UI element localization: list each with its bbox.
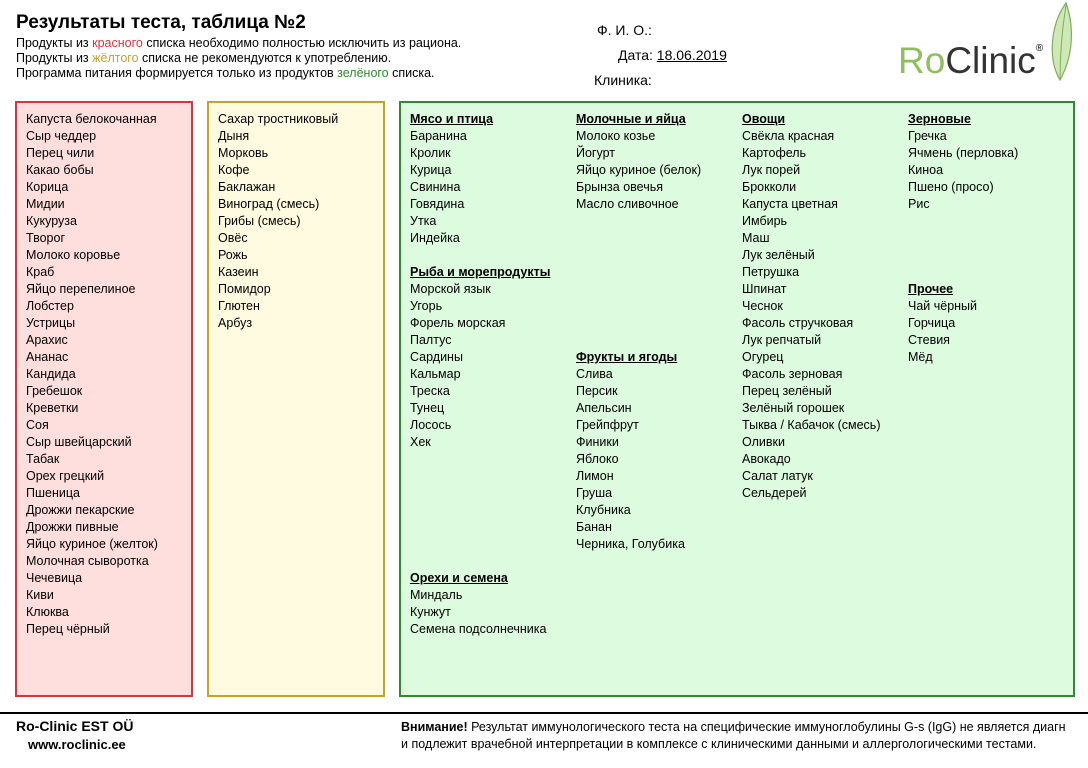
green-dairy-item: Яйцо куриное (белок) xyxy=(576,163,702,177)
green-fish-item: Кальмар xyxy=(410,367,461,381)
roclinic-logo xyxy=(898,42,1043,79)
red-list-item: Корица xyxy=(26,180,69,194)
green-vegetables-item: Тыква / Кабачок (смесь) xyxy=(742,418,881,432)
green-dairy-item: Брынза овечья xyxy=(576,180,663,194)
green-fruits-item: Черника, Голубика xyxy=(576,537,685,551)
green-vegetables-item: Лук зелёный xyxy=(742,248,815,262)
green-nuts-item: Миндаль xyxy=(410,588,463,602)
red-list-item: Сыр чеддер xyxy=(26,129,97,143)
date-label: Дата: xyxy=(618,47,653,63)
logo-registered: ® xyxy=(1035,43,1044,54)
green-vegetables-item: Авокадо xyxy=(742,452,791,466)
green-meat-item: Свинина xyxy=(410,180,461,194)
green-meat-item: Курица xyxy=(410,163,452,177)
red-list-item: Краб xyxy=(26,265,55,279)
warning-line-1 xyxy=(401,719,1066,736)
red-list-item: Дрожжи пивные xyxy=(26,520,119,534)
green-vegetables-item: Петрушка xyxy=(742,265,800,279)
red-list-item: Перец чёрный xyxy=(26,622,110,636)
green-vegetables-item: Имбирь xyxy=(742,214,788,228)
category-fruits-list xyxy=(576,366,701,553)
green-column-4 xyxy=(908,111,1018,366)
category-vegetables-title: Овощи xyxy=(742,112,786,126)
green-fish-item: Хек xyxy=(410,435,431,449)
red-list-item: Арахис xyxy=(26,333,68,347)
page-title: Результаты теста, таблица №2 xyxy=(16,12,306,33)
green-grains-item: Рис xyxy=(908,197,930,211)
green-column-1 xyxy=(410,111,550,638)
yellow-list-item: Морковь xyxy=(218,146,269,160)
yellow-list-item: Арбуз xyxy=(218,316,253,330)
clinic-label: Клиника: xyxy=(594,72,652,88)
date-field xyxy=(618,47,727,63)
green-fish-item: Угорь xyxy=(410,299,443,313)
green-vegetables-item: Шпинат xyxy=(742,282,787,296)
category-grains-list xyxy=(908,128,1018,213)
red-list-item: Лобстер xyxy=(26,299,74,313)
red-list-item: Пшеница xyxy=(26,486,80,500)
yellow-list-item: Виноград (смесь) xyxy=(218,197,320,211)
red-list-item: Кукуруза xyxy=(26,214,77,228)
green-column-3 xyxy=(742,111,880,502)
green-vegetables-item: Сельдерей xyxy=(742,486,807,500)
red-list-item: Креветки xyxy=(26,401,79,415)
note-yellow-prefix: Продукты из xyxy=(16,51,93,65)
green-vegetables-item: Лук репчатый xyxy=(742,333,822,347)
red-list-item: Орех грецкий xyxy=(26,469,105,483)
green-grains-item: Гречка xyxy=(908,129,947,143)
yellow-list-item: Кофе xyxy=(218,163,250,177)
red-list-item: Гребешок xyxy=(26,384,83,398)
green-fish-item: Треска xyxy=(410,384,450,398)
red-list-item: Творог xyxy=(26,231,66,245)
green-vegetables-item: Оливки xyxy=(742,435,785,449)
green-vegetables-item: Лук порей xyxy=(742,163,801,177)
green-vegetables-item: Фасоль стручковая xyxy=(742,316,854,330)
note-red-suffix: списка необходимо полностью исключить из рациона. xyxy=(142,36,462,50)
green-vegetables-item: Зелёный горошек xyxy=(742,401,845,415)
warning-line-2: и подлежит врачебной интерпретации в комплексе с клиническими данными и аллергологическими тестами. xyxy=(401,737,1037,751)
category-meat-title: Мясо и птица xyxy=(410,112,494,126)
website-link[interactable]: www.roclinic.ee xyxy=(28,737,126,752)
red-list-item: Табак xyxy=(26,452,60,466)
yellow-list-panel xyxy=(207,101,385,697)
green-dairy-item: Йогурт xyxy=(576,146,616,160)
fio-label: Ф. И. О.: xyxy=(597,22,652,38)
note-green-prefix: Программа питания формируется только из продуктов xyxy=(16,66,338,80)
green-fish-item: Лосось xyxy=(410,418,452,432)
red-list-item: Какао бобы xyxy=(26,163,94,177)
green-nuts-item: Семена подсолнечника xyxy=(410,622,547,636)
red-list-item: Перец чили xyxy=(26,146,95,160)
green-column-2 xyxy=(576,111,701,553)
green-fish-item: Сардины xyxy=(410,350,463,364)
green-grains-item: Киноа xyxy=(908,163,944,177)
yellow-list xyxy=(218,111,338,332)
category-vegetables-list xyxy=(742,128,880,502)
warning-label: Внимание! xyxy=(401,720,468,734)
green-fruits-item: Груша xyxy=(576,486,613,500)
category-dairy-list xyxy=(576,128,701,213)
green-dairy-item: Масло сливочное xyxy=(576,197,679,211)
category-nuts-list xyxy=(410,587,550,638)
red-list-item: Дрожжи пекарские xyxy=(26,503,135,517)
category-other-list xyxy=(908,298,1018,366)
green-dairy-item: Молоко козье xyxy=(576,129,656,143)
green-grains-item: Ячмень (перловка) xyxy=(908,146,1019,160)
green-fruits-item: Персик xyxy=(576,384,618,398)
warning-text xyxy=(401,719,1066,753)
note-green-suffix: списка. xyxy=(388,66,435,80)
green-other-item: Чай чёрный xyxy=(908,299,978,313)
yellow-list-item: Помидор xyxy=(218,282,271,296)
green-vegetables-item: Салат латук xyxy=(742,469,813,483)
logo-ro: Ro xyxy=(898,40,946,81)
green-meat-item: Индейка xyxy=(410,231,460,245)
note-yellow-suffix: списка не рекомендуются к употреблению. xyxy=(138,51,392,65)
warning-line-1-text: Результат иммунологического теста на специфические иммуноглобулины G-s (IgG) не является диагн xyxy=(467,720,1066,734)
green-grains-item: Пшено (просо) xyxy=(908,180,994,194)
category-other-title: Прочее xyxy=(908,282,954,296)
yellow-list-item: Овёс xyxy=(218,231,248,245)
green-fish-item: Палтус xyxy=(410,333,452,347)
red-list-item: Чечевица xyxy=(26,571,83,585)
green-meat-item: Говядина xyxy=(410,197,465,211)
red-list-item: Молоко коровье xyxy=(26,248,121,262)
green-fish-item: Форель морская xyxy=(410,316,506,330)
green-fruits-item: Банан xyxy=(576,520,612,534)
green-meat-item: Баранина xyxy=(410,129,467,143)
footer-divider xyxy=(0,712,1088,714)
green-fish-item: Тунец xyxy=(410,401,445,415)
red-list-item: Клюква xyxy=(26,605,69,619)
red-list xyxy=(26,111,158,638)
green-meat-item: Кролик xyxy=(410,146,451,160)
red-list-panel xyxy=(15,101,193,697)
yellow-list-item: Дыня xyxy=(218,129,250,143)
green-vegetables-item: Картофель xyxy=(742,146,807,160)
company-name: Ro-Clinic EST OÜ xyxy=(16,718,134,734)
green-vegetables-item: Свёкла красная xyxy=(742,129,835,143)
category-grains-title: Зерновые xyxy=(908,112,971,126)
green-fruits-item: Апельсин xyxy=(576,401,632,415)
category-fish-title: Рыба и морепродукты xyxy=(410,265,551,279)
category-fish-list xyxy=(410,281,550,451)
green-nuts-item: Кунжут xyxy=(410,605,451,619)
red-list-item: Сыр швейцарский xyxy=(26,435,132,449)
logo-clinic: Clinic xyxy=(945,40,1036,81)
category-meat-list xyxy=(410,128,550,247)
red-list-item: Мидии xyxy=(26,197,65,211)
green-other-item: Горчица xyxy=(908,316,956,330)
green-other-item: Мёд xyxy=(908,350,933,364)
green-fruits-item: Клубника xyxy=(576,503,631,517)
green-vegetables-item: Чеснок xyxy=(742,299,783,313)
red-list-item: Киви xyxy=(26,588,54,602)
green-meat-item: Утка xyxy=(410,214,437,228)
category-dairy-title: Молочные и яйца xyxy=(576,112,686,126)
red-list-item: Устрицы xyxy=(26,316,76,330)
red-list-item: Капуста белокочанная xyxy=(26,112,157,126)
green-vegetables-item: Перец зелёный xyxy=(742,384,832,398)
red-list-item: Кандида xyxy=(26,367,76,381)
yellow-list-item: Глютен xyxy=(218,299,260,313)
yellow-list-item: Рожь xyxy=(218,248,248,262)
green-vegetables-item: Фасоль зерновая xyxy=(742,367,843,381)
category-nuts-title: Орехи и семена xyxy=(410,571,508,585)
green-fruits-item: Яблоко xyxy=(576,452,619,466)
green-list-panel xyxy=(399,101,1075,697)
green-vegetables-item: Брокколи xyxy=(742,180,797,194)
category-fruits-title: Фрукты и ягоды xyxy=(576,350,678,364)
green-vegetables-item: Маш xyxy=(742,231,770,245)
green-vegetables-item: Капуста цветная xyxy=(742,197,838,211)
green-fruits-item: Финики xyxy=(576,435,619,449)
yellow-list-item: Грибы (смесь) xyxy=(218,214,301,228)
green-other-item: Стевия xyxy=(908,333,950,347)
note-yellow-word: жёлтого xyxy=(92,51,139,65)
red-list-item: Молочная сыворотка xyxy=(26,554,149,568)
red-list-item: Яйцо куриное (желток) xyxy=(26,537,158,551)
green-fruits-item: Лимон xyxy=(576,469,614,483)
yellow-list-item: Сахар тростниковый xyxy=(218,112,339,126)
note-red-word: красного xyxy=(92,36,143,50)
yellow-list-item: Казеин xyxy=(218,265,259,279)
yellow-list-item: Баклажан xyxy=(218,180,276,194)
note-green xyxy=(16,65,435,82)
note-red-prefix: Продукты из xyxy=(16,36,93,50)
green-fruits-item: Слива xyxy=(576,367,613,381)
red-list-item: Соя xyxy=(26,418,49,432)
red-list-item: Яйцо перепелиное xyxy=(26,282,136,296)
date-value: 18.06.2019 xyxy=(656,47,727,63)
note-green-word: зелёного xyxy=(337,66,389,80)
green-fruits-item: Грейпфрут xyxy=(576,418,639,432)
green-fish-item: Морской язык xyxy=(410,282,491,296)
green-vegetables-item: Огурец xyxy=(742,350,784,364)
leaf-icon xyxy=(1046,0,1076,82)
red-list-item: Ананас xyxy=(26,350,69,364)
